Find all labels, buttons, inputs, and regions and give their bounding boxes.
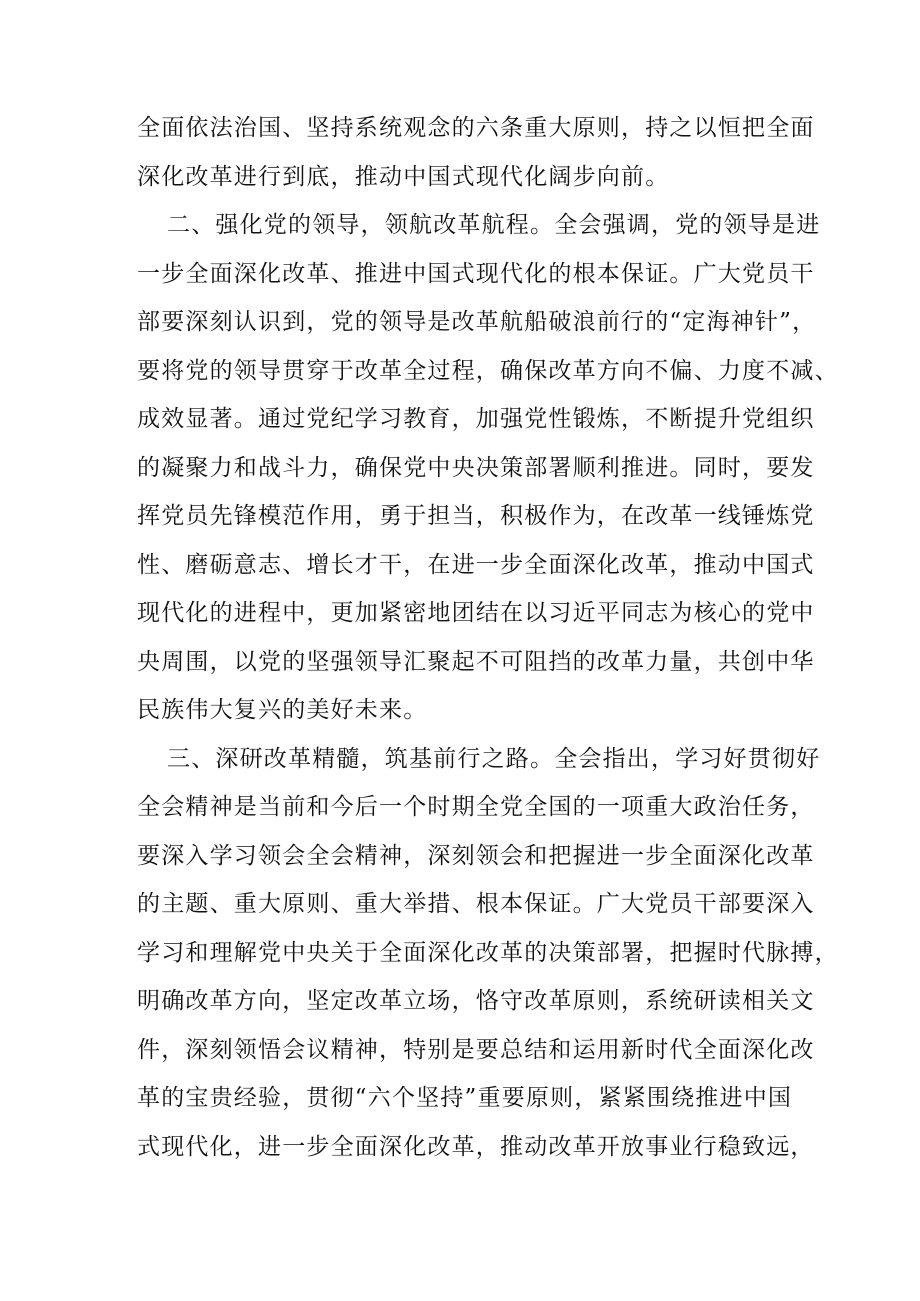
text-line: 学习和理解党中央关于全面深化改革的决策部署，把握时代脉搏， [137,939,839,966]
text-line: 全会精神是当前和今后一个时期全党全国的一项重大政治任务， [137,794,815,820]
text-line: 要深入学习领会全会精神，深刻领会和把握进一步全面深化改革 [137,842,815,869]
text-line: 要将党的领导贯穿于改革全过程，确保改革方向不偏、力度不减、 [137,357,839,384]
text-line: 一步全面深化改革、推进中国式现代化的根本保证。广大党员干 [137,260,815,287]
text-line: 成效显著。通过党纪学习教育，加强党性锻炼，不断提升党组织 [137,406,815,432]
text-line: 性、磨砺意志、增长才干，在进一步全面深化改革，推动中国式 [137,551,815,578]
text-line: 全面依法治国、坚持系统观念的六条重大原则，持之以恒把全面 [137,115,815,141]
text-line: 部要深刻认识到，党的领导是改革航船破浪前行的“定海神针”， [137,309,817,335]
text-line: 三、深研改革精髓，筑基前行之路。全会指出，学习好贯彻好 [167,745,821,772]
paragraph-3 [137,735,839,1172]
text-line: 的凝聚力和战斗力，确保党中央决策部署顺利推进。同时，要发 [137,454,815,481]
paragraph-1 [137,104,815,201]
paragraph-2 [137,201,839,735]
text-line: 明确改革方向，坚定改革立场，恪守改革原则，系统研读相关文 [137,988,815,1014]
text-line: 深化改革进行到底，推动中国式现代化阔步向前。 [137,163,670,190]
text-line: 央周围，以党的坚强领导汇聚起不可阻挡的改革力量，共创中华 [137,648,815,675]
text-line: 式现代化，进一步全面深化改革，推动改革开放事业行稳致远， [137,1133,815,1160]
text-line: 现代化的进程中，更加紧密地团结在以习近平同志为核心的党中 [137,600,815,626]
text-line: 挥党员先锋模范作用，勇于担当，积极作为，在改革一线锤炼党 [137,503,815,529]
text-line: 民族伟大复兴的美好未来。 [137,697,428,723]
text-line: 的主题、重大原则、重大举措、根本保证。广大党员干部要深入 [137,891,815,917]
text-line: 革的宝贵经验，贯彻“六个坚持”重要原则，紧紧围绕推进中国 [137,1085,793,1111]
text-line: 二、强化党的领导，领航改革航程。全会强调，党的领导是进 [167,212,821,238]
text-line: 件，深刻领悟会议精神，特别是要总结和运用新时代全面深化改 [137,1036,815,1063]
